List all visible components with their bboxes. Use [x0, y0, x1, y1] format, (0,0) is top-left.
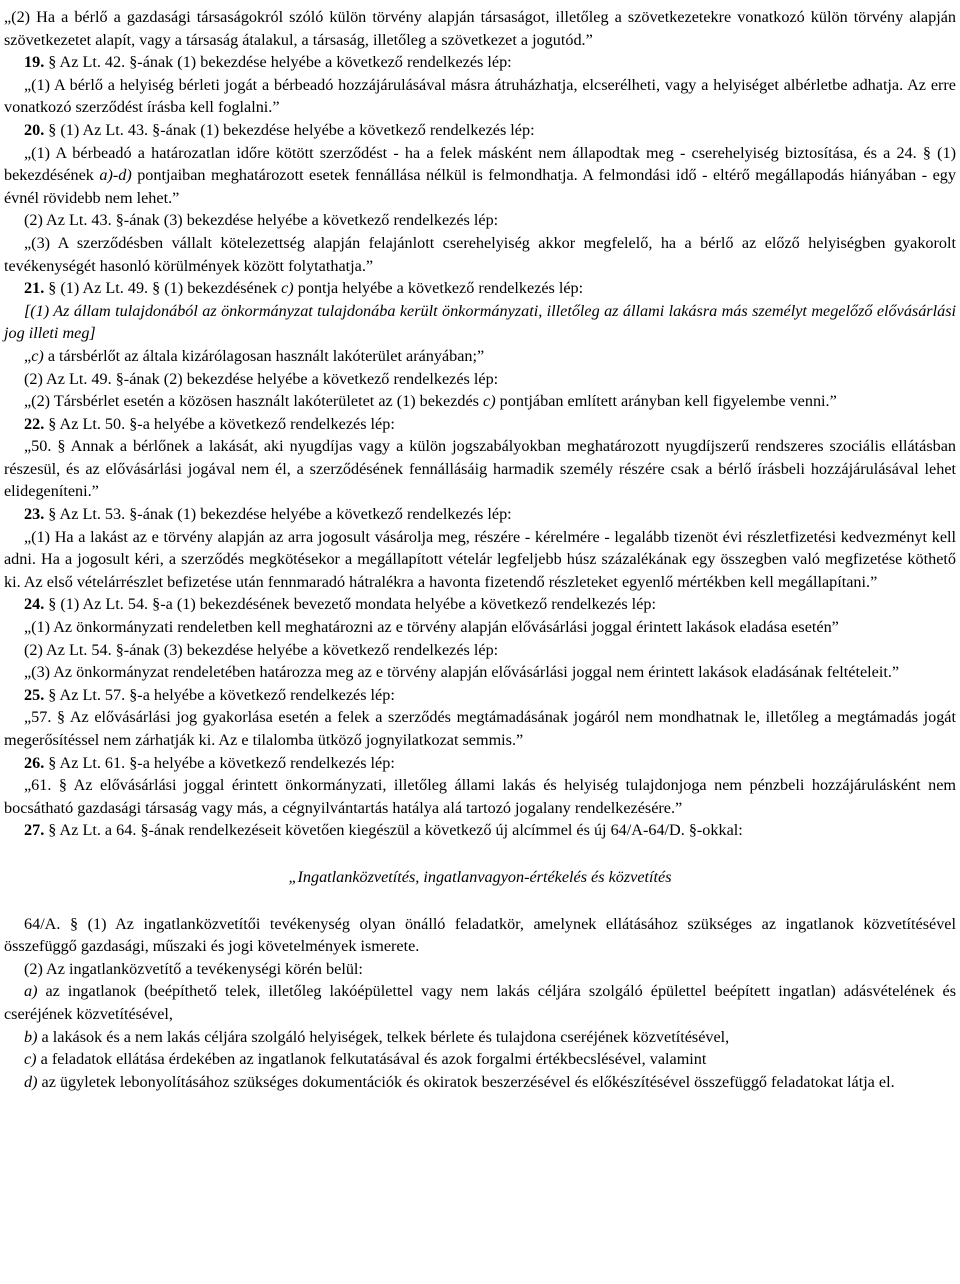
- paragraph: [4, 413, 956, 436]
- text-run: „(2) Társbérlet esetén a közösen használt lakóterületet az (1) bekezdés: [24, 392, 484, 411]
- text-run: „(1) Az önkormányzati rendeletben kell meghatározni az e törvény alapján elővásárlási joggal érintett lakások eladása esetén”: [24, 618, 839, 637]
- paragraph: [4, 980, 956, 1025]
- section-heading: [4, 866, 956, 889]
- paragraph: [4, 503, 956, 526]
- paragraph: [4, 142, 956, 210]
- paragraph: [4, 752, 956, 775]
- text-run: a feladatok ellátása érdekében az ingatlanok felkutatásával és azok forgalmi értékbecslésével, valamint: [36, 1050, 707, 1069]
- text-run: § Az Lt. 50. §-a helyébe a következő rendelkezés lép:: [44, 414, 395, 433]
- text-run: § Az Lt. 53. §-ának (1) bekezdése helyébe a következő rendelkezés lép:: [44, 505, 512, 524]
- paragraph: [4, 1048, 956, 1071]
- paragraph: [4, 277, 956, 300]
- italic-text: c): [24, 1050, 37, 1069]
- text-run: „(2) Ha a bérlő a gazdasági társaságokról szóló külön törvény alapján társaságot, illetőleg a szövetkezetekre vonatkozó külön törvény alapján szövetkezetet alapít, vagy a társaság átalakul, a társaság, illetőleg a szövetkezet a jogutód.”: [4, 8, 956, 49]
- paragraph: [4, 661, 956, 684]
- paragraph: [4, 6, 956, 51]
- paragraph: [4, 774, 956, 819]
- paragraph: [4, 819, 956, 842]
- text-run: § Az Lt. 42. §-ának (1) bekezdése helyébe a következő rendelkezés lép:: [44, 53, 512, 72]
- paragraph: [4, 526, 956, 594]
- text-run: „(1) A bérbeadó a határozatlan időre kötött szerződést - ha a felek másként nem állapodtak meg - cserehelyiség biztosítása, és a 24. § (1) bekezdésének: [4, 143, 956, 185]
- text-run: § Az Lt. 57. §-a helyébe a következő rendelkezés lép:: [44, 685, 395, 704]
- text-run: (2) Az Lt. 49. §-ának (2) bekezdése helyébe a következő rendelkezés lép:: [24, 369, 499, 388]
- section-number: 19.: [24, 53, 45, 72]
- text-run: a lakások és a nem lakás céljára szolgáló helyiségek, telkek bérlete és tulajdona cseréjének közvetítésével,: [37, 1027, 730, 1046]
- italic-text: c): [281, 279, 294, 298]
- paragraph: [4, 74, 956, 119]
- italic-text: c): [31, 346, 44, 365]
- section-number: 27.: [24, 821, 45, 840]
- text-run: „57. § Az elővásárlási jog gyakorlása esetén a felek a szerződés megtámadásának jogáról nem mondhatnak le, illetőleg a megtámadás jogát megerősítéssel nem zárhatják ki. Az e tilalomba ütköző jognyilatkozat semmis.”: [4, 708, 956, 749]
- section-number: 24.: [24, 595, 45, 614]
- section-number: 21.: [24, 279, 45, 298]
- paragraph: [4, 300, 956, 345]
- paragraph: [4, 435, 956, 503]
- paragraph: [4, 958, 956, 981]
- text-run: az ingatlanok (beépíthető telek, illetőleg lakóépülettel vagy nem lakás céljára szolgáló épülettel beépített ingatlan) adásvételének és cseréjének közvetítésével,: [4, 982, 956, 1023]
- paragraph: [4, 1071, 956, 1094]
- text-run: „61. § Az elővásárlási joggal érintett önkormányzati, illetőleg állami lakás és helyiség tulajdonjoga nem pénzbeli hozzájárulásként nem bocsátható gazdasági társaság vagy más, a cégnyilvántartás hatálya alá tartozó jogalany rendelkezésére.”: [4, 776, 956, 817]
- text-run: § Az Lt. a 64. §-ának rendelkezéseit követően kiegészül a következő új alcímmel és új 64/A-64/D. §-okkal:: [44, 821, 743, 840]
- paragraph: [4, 209, 956, 232]
- italic-text: b): [24, 1027, 38, 1046]
- italic-text: [(1) Az állam tulajdonából az önkormányzat tulajdonába került önkormányzati, illetőleg az állami lakásra más személyt megelőző elővásárlási jog illeti meg]: [4, 301, 956, 343]
- paragraph: [4, 706, 956, 751]
- paragraph: [4, 913, 956, 958]
- text-run: pontjában említett arányban kell figyelembe venni.”: [495, 392, 837, 411]
- paragraph: [4, 684, 956, 707]
- text-run: „(3) Az önkormányzat rendeletében határozza meg az e törvény alapján elővásárlási joggal nem érintett lakások eladásának feltételeit.”: [24, 663, 900, 682]
- text-run: a társbérlőt az általa kizárólagosan használt lakóterület arányában;”: [43, 346, 485, 365]
- section-number: 23.: [24, 505, 45, 524]
- paragraph: [4, 51, 956, 74]
- text-run: „50. § Annak a bérlőnek a lakását, aki nyugdíjas vagy a külön jogszabályokban meghatározott nyugdíjszerű rendszeres szociális ellátásban részesül, és az elővásárlási jogával nem él, a szerződésének fennállásáig harmadik személy részére csak a bérlő írásbeli hozzájárulásával lehet elidegeníteni.”: [4, 437, 956, 501]
- paragraph: [4, 1026, 956, 1049]
- text-run: pontjaiban meghatározott esetek fennállása nélkül is felmondhatja. A felmondási idő - eltérő megállapodás hiányában - egy évnél rövidebb nem lehet.”: [4, 166, 956, 207]
- italic-text: a): [24, 982, 38, 1001]
- document-body: [4, 6, 956, 1093]
- italic-text: a)-d): [99, 166, 132, 185]
- text-run: (2) Az Lt. 43. §-ának (3) bekezdése helyébe a következő rendelkezés lép:: [24, 211, 499, 230]
- paragraph: [4, 593, 956, 616]
- section-number: 22.: [24, 414, 45, 433]
- text-run: 64/A. § (1) Az ingatlanközvetítői tevékenység olyan önálló feladatkör, amelynek ellátásához szükséges az ingatlanok közvetítésével összefüggő gazdasági, műszaki és jogi követelmények ismerete.: [4, 914, 956, 956]
- paragraph: [4, 616, 956, 639]
- paragraph: [4, 368, 956, 391]
- text-run: (2) Az ingatlanközvetítő a tevékenységi körén belül:: [24, 959, 363, 978]
- text-run: § (1) Az Lt. 49. § (1) bekezdésének: [44, 279, 282, 298]
- text-run: „(1) Ha a lakást az e törvény alapján az arra jogosult vásárolja meg, részére - kérelmére - legalább tizenöt évi részletfizetési kedvezményt kell adni. Ha a jogosult kéri, a szerződés megkötésekor a megállapított vételár legfeljebb húsz százalékának egy összegben való megfizetése köthető ki. Az első vételárrészlet befizetése után fennmaradó hátralékra a havonta fizetendő részleteket egyenlő mértékben kell megállapítani.”: [4, 527, 956, 591]
- section-number: 20.: [24, 120, 45, 139]
- text-run: (2) Az Lt. 54. §-ának (3) bekezdése helyébe a következő rendelkezés lép:: [24, 640, 499, 659]
- paragraph: [4, 390, 956, 413]
- text-run: „: [24, 346, 32, 365]
- text-run: „(3) A szerződésben vállalt kötelezettség alapján felajánlott cserehelyiség akkor megfelelő, ha a bérlő az előző helyiségben gyakorolt tevékenységét hasonló körülmények között folytathatja.”: [4, 233, 956, 275]
- paragraph: [4, 639, 956, 662]
- text-run: § (1) Az Lt. 43. §-ának (1) bekezdése helyébe a következő rendelkezés lép:: [44, 120, 535, 139]
- text-run: pontja helyébe a következő rendelkezés lép:: [293, 279, 584, 298]
- italic-text: d): [24, 1072, 38, 1091]
- paragraph: [4, 232, 956, 277]
- italic-text: c): [483, 392, 496, 411]
- section-number: 26.: [24, 753, 45, 772]
- text-run: az ügyletek lebonyolításához szükséges dokumentációk és okiratok beszerzésével és előkészítésével összefüggő feladatokat látja el.: [37, 1072, 895, 1091]
- paragraph: [4, 119, 956, 142]
- text-run: § (1) Az Lt. 54. §-a (1) bekezdésének bevezető mondata helyébe a következő rendelkezés lép:: [44, 595, 656, 614]
- paragraph: [4, 345, 956, 368]
- italic-text: „Ingatlanközvetítés, ingatlanvagyon-értékelés és közvetítés: [288, 867, 672, 886]
- text-run: § Az Lt. 61. §-a helyébe a következő rendelkezés lép:: [44, 753, 395, 772]
- text-run: „(1) A bérlő a helyiség bérleti jogát a bérbeadó hozzájárulásával másra átruházhatja, elcserélheti, vagy a helyiséget albérletbe adhatja. Az erre vonatkozó szerződést írásba kell foglalni.”: [4, 75, 956, 117]
- section-number: 25.: [24, 685, 45, 704]
